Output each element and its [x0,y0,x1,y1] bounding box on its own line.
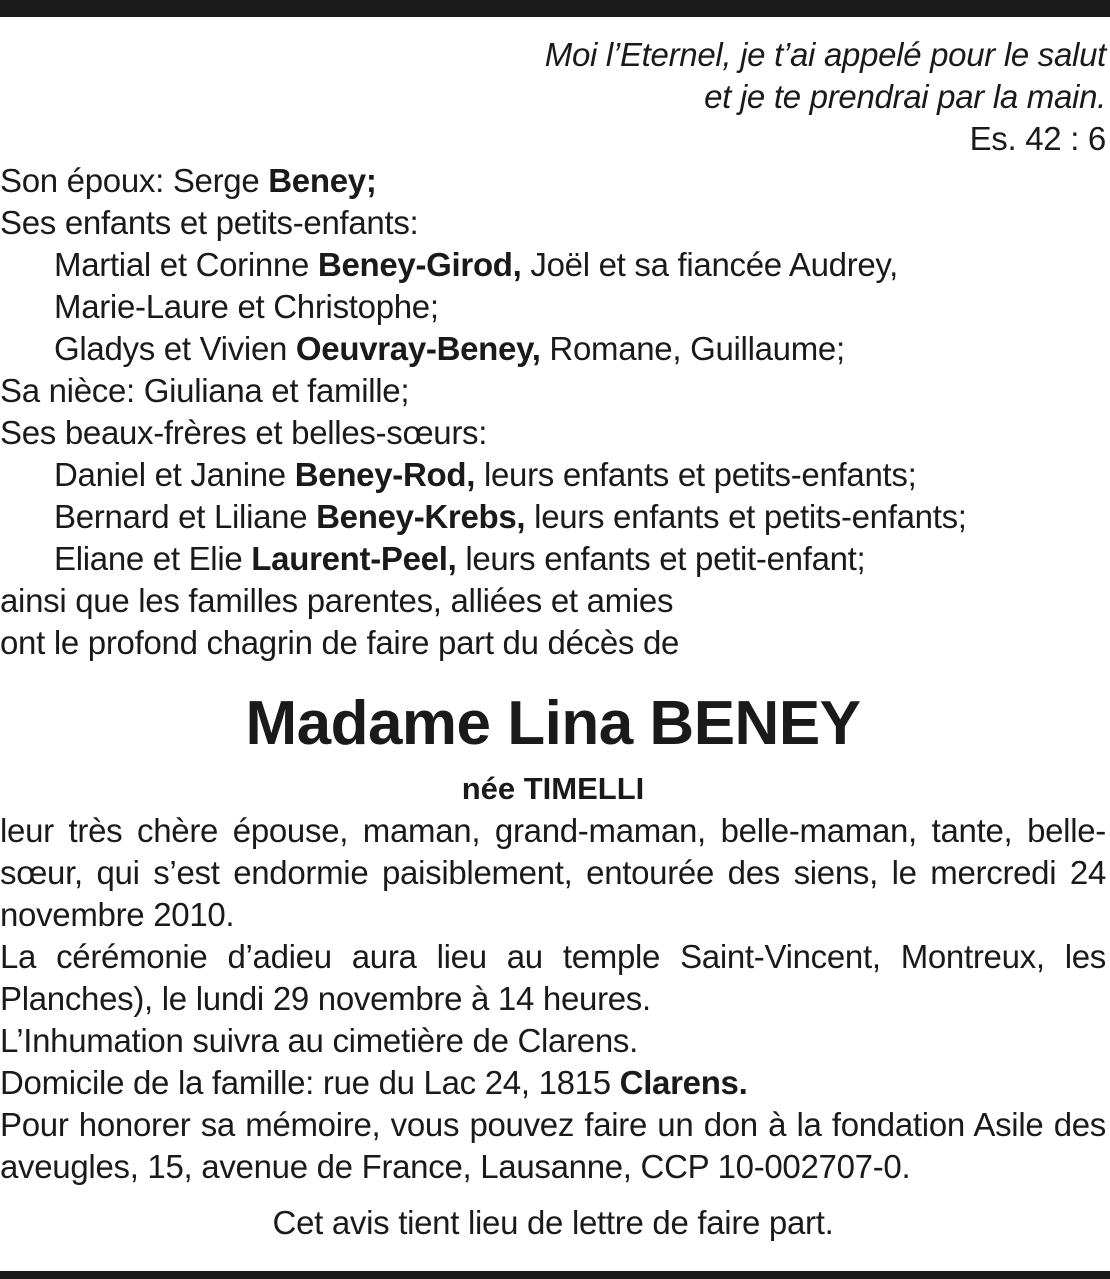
child-line [0,286,1106,328]
inlaw-pre: Eliane et Elie [54,540,252,577]
inlaws-heading: Ses beaux-frères et belles-sœurs: [0,414,488,451]
verse-line-1: Moi l’Eternel, je t’ai appelé pour le salut [544,36,1106,73]
deceased-name: Madame Lina BENEY [245,689,861,758]
child-post: Joël et sa fiancée Audrey, [521,246,899,283]
burial-line: L’Inhumation suivra au cimetière de Clarens. [0,1022,638,1059]
inlaw-surname: Laurent-Peel, [251,540,457,577]
child-post: Romane, Guillaume; [540,330,845,367]
donation-paragraph: Pour honorer sa mémoire, vous pouvez faire un don à la fondation Asile des aveugles, 15, avenue de France, Lausanne, CCP 10-002707-0. [0,1106,1106,1185]
verse-line-2: et je te prendrai par la main. [704,78,1106,115]
spouse-name: Beney; [268,162,377,199]
inlaw-post: leurs enfants et petit-enfant; [456,540,866,577]
inlaw-post: leurs enfants et petits-enfants; [525,498,967,535]
closing-note: Cet avis tient lieu de lettre de faire part. [272,1204,834,1241]
domicile-line [0,1062,1106,1104]
child-pre: Martial et Corinne [54,246,318,283]
domicile-city: Clarens. [619,1064,748,1101]
child-surname: Oeuvray-Beney, [295,330,541,367]
child-pre: Gladys et Vivien [54,330,296,367]
child-line [0,328,1106,370]
maiden-name: née TIMELLI [461,771,645,806]
ceremony-paragraph: La cérémonie d’adieu aura lieu au temple Saint-Vincent, Montreux, les Planches), le lundi 29 novembre à 14 heures. [0,938,1106,1017]
inlaw-line [0,454,1106,496]
top-rule [0,0,1110,17]
verse-reference: Es. 42 : 6 [969,120,1106,157]
child-line [0,244,1106,286]
child-surname: Beney-Girod, [317,246,522,283]
inlaw-post: leurs enfants et petits-enfants; [475,456,917,493]
child-pre: Marie-Laure et Christophe; [54,288,439,325]
spouse-line [0,160,1106,202]
inlaw-line [0,538,1106,580]
inlaw-surname: Beney-Krebs, [316,498,526,535]
bottom-rule [0,1271,1110,1279]
niece-line: Sa nièce: Giuliana et famille; [0,372,410,409]
inlaw-line [0,496,1106,538]
announcement-line: ont le profond chagrin de faire part du décès de [0,624,680,661]
bible-verse [0,34,1106,118]
inlaw-pre: Daniel et Janine [54,456,295,493]
families-line: ainsi que les familles parentes, alliées et amies [0,582,674,619]
inlaw-surname: Beney-Rod, [294,456,476,493]
inlaw-pre: Bernard et Liliane [54,498,317,535]
domicile-address: Domicile de la famille: rue du Lac 24, 1815 [0,1064,620,1101]
obituary-notice [0,34,1106,1244]
children-heading: Ses enfants et petits-enfants: [0,204,419,241]
tribute-paragraph: leur très chère épouse, maman, grand-maman, belle-maman, tante, belle-sœur, qui s’est endormie paisiblement, entourée des siens, le mercredi 24 novembre 2010. [0,812,1106,933]
spouse-label: Son époux: Serge [0,162,269,199]
